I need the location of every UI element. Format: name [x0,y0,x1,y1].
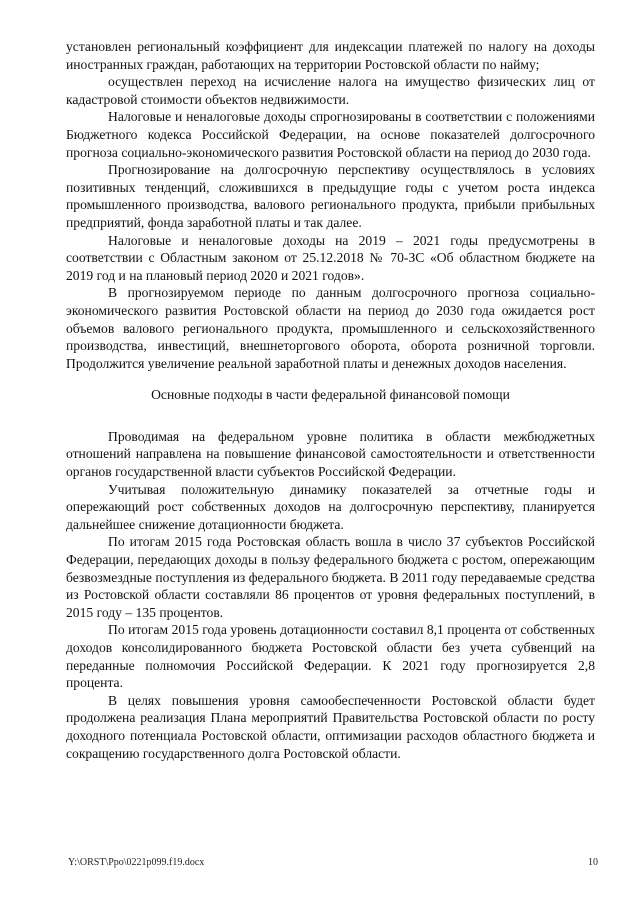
paragraph: Учитывая положительную динамику показателей за отчетные годы и опережающий рост собственных доходов на долгосрочную перспективу, планируется дальнейшее снижение дотационности бюджета. [66,481,595,532]
paragraph: В целях повышения уровня самообеспеченности Ростовской области будет продолжена реализация Плана мероприятий Правительства Ростовской области по росту доходного потенциала Ростовской области, оптимизации расходов областного бюджета и сокращению государственного долга Ростовской области. [66,692,595,761]
page-number: 10 [588,857,598,868]
paragraph: Налоговые и неналоговые доходы на 2019 – 2021 годы предусмотрены в соответствии с Областным законом от 25.12.2018 № 70-ЗС «Об областном бюджете на 2019 год и на плановый период 2020 и 2021 годов». [66,232,595,283]
paragraph: установлен региональный коэффициент для индексации платежей по налогу на доходы иностранных граждан, работающих на территории Ростовской области по найму; [66,39,595,72]
paragraph: Проводимая на федеральном уровне политика в области межбюджетных отношений направлена на повышение финансовой самостоятельности и ответственности органов государственной власти субъектов Российской Федерации. [66,428,595,480]
paragraph: По итогам 2015 года уровень дотационности составил 8,1 процента от собственных доходов консолидированного бюджета Ростовской области без учета субвенций на переданные полномочия Российской Федерации. К 2021 году прогнозируется 2,8 процента. [66,622,595,691]
paragraph: В прогнозируемом периоде по данным долгосрочного прогноза социально-экономического развития Ростовской области на период до 2030 года ожидается рост объемов валового регионального продукта, промышленного и сельскохозяйственного производства, инвестиций, внешнеторгового оборота, оборота розничной торговли. Продолжится увеличение реальной заработной платы и денежных доходов населения. [66,285,595,371]
paragraph: осуществлен переход на исчисление налога на имущество физических лиц от кадастровой стоимости объектов недвижимости. [66,74,595,107]
section-heading: Основные подходы в части федеральной финансовой помощи [151,387,510,403]
document-body [66,38,595,762]
paragraph: Прогнозирование на долгосрочную перспективу осуществлялось в условиях позитивных тенденций, сложившихся в предыдущие годы с учетом роста индекса промышленного производства, валового регионального продукта, прибыли прибыльных предприятий, фонда заработной платы и так далее. [66,162,595,230]
paragraph: По итогам 2015 года Ростовская область вошла в число 37 субъектов Российской Федерации, передающих доходы в пользу федерального бюджета с ростом, опережающим безвозмездные поступления из федерального бюджета. В 2011 году передаваемые средства из Ростовской области составляли 86 процентов от уровня федеральных поступлений, в 2015 году – 135 процентов. [66,534,595,620]
paragraph: Налоговые и неналоговые доходы спрогнозированы в соответствии с положениями Бюджетного кодекса Российской Федерации, на основе показателей долгосрочного прогноза социально-экономического развития Ростовской области на период до 2030 года. [66,109,595,160]
footer-file-path: Y:\ORST\Ppo\0221p099.f19.docx [68,857,205,868]
